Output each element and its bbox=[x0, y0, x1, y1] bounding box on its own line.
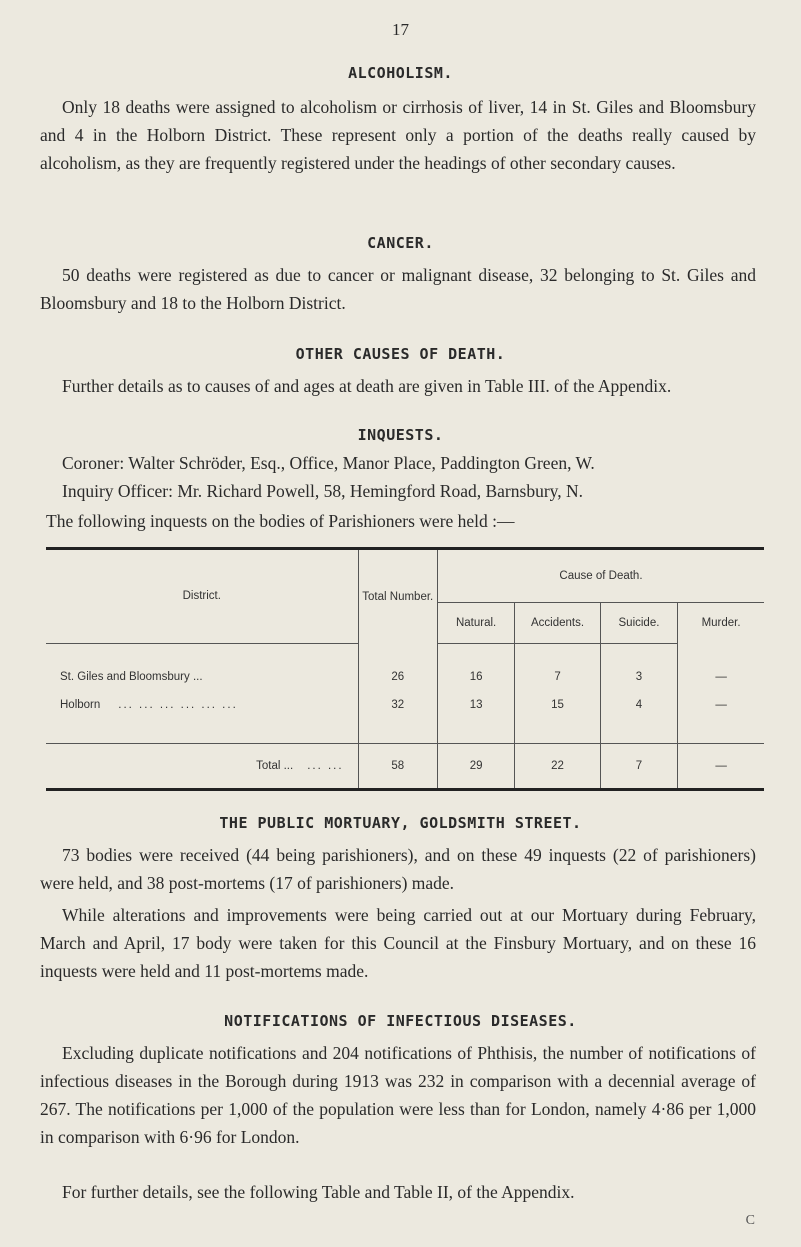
district-name: Holborn bbox=[60, 699, 101, 711]
inquests-intro-line: The following inquests on the bodies of Parishioners were held :— bbox=[46, 511, 515, 531]
cell-total: 58 bbox=[358, 743, 437, 789]
paragraph-alcoholism: Only 18 deaths were assigned to alcoholism or cirrhosis of liver, 14 in St. Giles and Bloomsbury and 4 in the Holborn District. These represent only a portion of the deaths really caused by alcoholism, as they are frequently registered under the headings of other secondary causes. bbox=[40, 97, 756, 173]
heading-alcoholism: ALCOHOLISM. bbox=[348, 64, 453, 82]
paragraph-notifications-2: For further details, see the following Table and Table II, of the Appendix. bbox=[62, 1182, 575, 1202]
inquests-table bbox=[46, 550, 764, 789]
cell-suicide: 7 bbox=[600, 743, 677, 789]
table-row bbox=[46, 691, 764, 719]
heading-other-causes: OTHER CAUSES OF DEATH. bbox=[295, 345, 506, 363]
signature-mark: C bbox=[745, 1213, 755, 1228]
paragraph-other-causes: Further details as to causes of and ages at death are given in Table III. of the Appendix. bbox=[62, 376, 672, 396]
paragraph-cancer: 50 deaths were registered as due to cancer or malignant disease, 32 belonging to St. Giles and Bloomsbury and 18 to the Holborn District. bbox=[40, 265, 756, 313]
table-spacer-row bbox=[46, 719, 764, 743]
cell-murder: — bbox=[715, 699, 727, 711]
table-bottom-rule bbox=[46, 788, 764, 791]
cell-accidents: 7 bbox=[515, 663, 601, 691]
table-spacer-row bbox=[46, 643, 764, 663]
inquiry-officer-line: Inquiry Officer: Mr. Richard Powell, 58, Hemingford Road, Barnsbury, N. bbox=[62, 481, 584, 501]
cell-suicide: 3 bbox=[600, 663, 677, 691]
cell-district: Holborn ... ... ... ... ... ... bbox=[60, 699, 238, 711]
cell-murder: — bbox=[715, 671, 727, 683]
header-natural: Natural. bbox=[437, 602, 514, 643]
heading-inquests: INQUESTS. bbox=[357, 426, 444, 444]
header-cause-of-death: Cause of Death. bbox=[437, 550, 764, 602]
cell-suicide: 4 bbox=[600, 691, 677, 719]
cell-murder: — bbox=[678, 743, 764, 789]
heading-mortuary: THE PUBLIC MORTUARY, GOLDSMITH STREET. bbox=[219, 814, 582, 832]
cell-natural: 16 bbox=[437, 663, 514, 691]
coroner-line: Coroner: Walter Schröder, Esq., Office, Manor Place, Paddington Green, W. bbox=[62, 453, 595, 473]
cell-total: 32 bbox=[358, 691, 437, 719]
cell-natural: 29 bbox=[437, 743, 514, 789]
page-number: 17 bbox=[392, 20, 409, 39]
paragraph-notifications-1: Excluding duplicate notifications and 204 notifications of Phthisis, the number of notifications of infectious diseases in the Borough during 1913 was 232 in comparison with a decennial average of 267. The notifications per 1,000 of the population were less than for London, namely 4·86 per 1,000 in comparison with 6·96 for London. bbox=[40, 1043, 756, 1147]
heading-cancer: CANCER. bbox=[367, 234, 434, 252]
cell-accidents: 22 bbox=[515, 743, 601, 789]
cell-natural: 13 bbox=[437, 691, 514, 719]
paragraph-mortuary-1: 73 bodies were received (44 being parishioners), and on these 49 inquests (22 of parishioners) were held, and 38 post-mortems (17 of parishioners) made. bbox=[40, 845, 756, 893]
cell-district: St. Giles and Bloomsbury ... bbox=[60, 671, 203, 683]
paragraph-mortuary-2: While alterations and improvements were being carried out at our Mortuary during February, March and April, 17 body were taken for this Council at the Finsbury Mortuary, and on these 16 inquests were held and 11 post-mortems made. bbox=[40, 905, 756, 981]
header-total-number: Total Number. bbox=[358, 550, 437, 643]
header-murder: Murder. bbox=[701, 616, 741, 629]
header-accidents: Accidents. bbox=[515, 602, 601, 643]
cell-total-label: Total ... ... ... bbox=[46, 743, 358, 789]
table-total-row bbox=[46, 743, 764, 789]
cell-total: 26 bbox=[358, 663, 437, 691]
table-header-row-1 bbox=[46, 550, 764, 602]
header-suicide: Suicide. bbox=[600, 602, 677, 643]
cell-accidents: 15 bbox=[515, 691, 601, 719]
table-row bbox=[46, 663, 764, 691]
header-district: District. bbox=[46, 550, 358, 643]
heading-notifications: NOTIFICATIONS OF INFECTIOUS DISEASES. bbox=[224, 1012, 577, 1030]
